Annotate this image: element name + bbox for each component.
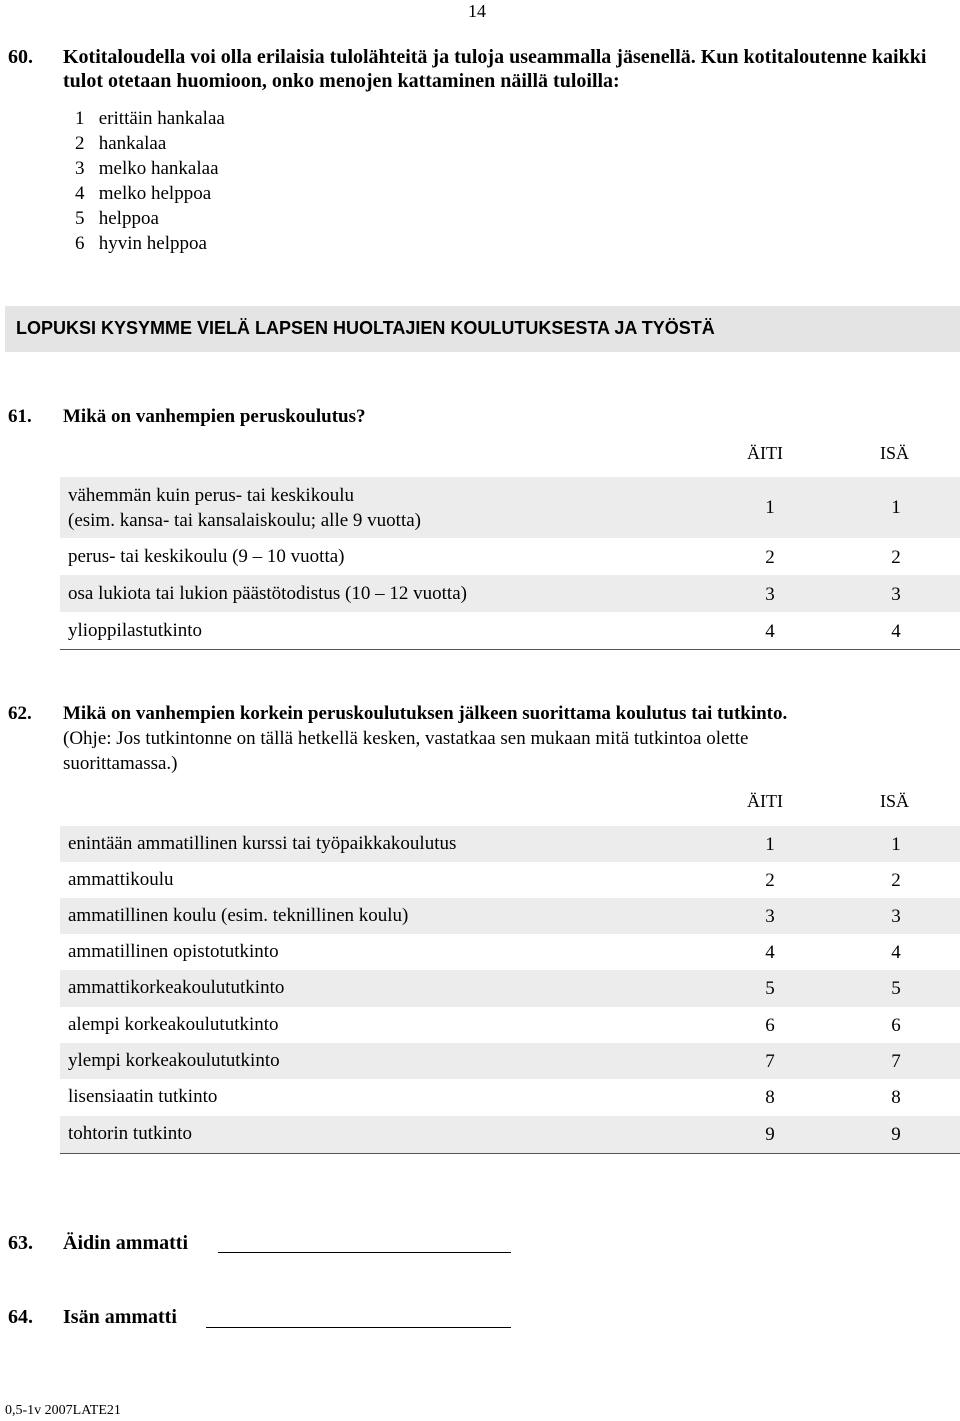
question-61-number: 61.: [8, 406, 32, 427]
section-title: LOPUKSI KYSYMME VIELÄ LAPSEN HUOLTAJIEN KOULUTUKSESTA JA TYÖSTÄ: [16, 318, 715, 338]
q62-header-father: ISÄ: [880, 791, 910, 811]
q61-row-1-label-line2: (esim. kansa- tai kansalaiskoulu; alle 9 vuotta): [68, 510, 421, 531]
question-62-number: 62.: [8, 703, 32, 724]
q61-row-4-mother-code[interactable]: 4: [765, 621, 775, 642]
q62-row-7: [60, 1043, 960, 1079]
q62-row-8-label: lisensiaatin tutkinto: [68, 1086, 218, 1107]
q62-row-8-mother-code[interactable]: 8: [765, 1087, 775, 1108]
q61-row-2-father-code[interactable]: 2: [891, 547, 901, 568]
question-62-text: Mikä on vanhempien korkein peruskoulutuksen jälkeen suorittama koulutus tai tutkinto.: [63, 703, 788, 724]
q62-row-2-mother-code[interactable]: 2: [765, 870, 775, 891]
q60-option-2[interactable]: 2 hankalaa: [75, 133, 167, 154]
q62-row-5-mother-code[interactable]: 5: [765, 978, 775, 999]
q62-row-9: [60, 1116, 960, 1153]
q61-row-2-label: perus- tai keskikoulu (9 – 10 vuotta): [68, 546, 345, 567]
q61-row-3-father-code[interactable]: 3: [891, 584, 901, 605]
q62-row-5-label: ammattikorkeakoulututkinto: [68, 977, 285, 998]
q61-row-1-mother-code[interactable]: 1: [765, 497, 775, 518]
q62-row-6-father-code[interactable]: 6: [891, 1015, 901, 1036]
q62-row-4-father-code[interactable]: 4: [891, 942, 901, 963]
question-62-note-line2: suorittamassa.): [63, 753, 178, 774]
q62-row-1: [60, 826, 960, 862]
q62-row-3-label: ammatillinen koulu (esim. teknillinen koulu): [68, 905, 409, 926]
q61-table-bottom-rule: [60, 649, 960, 650]
q61-row-1: [60, 477, 960, 538]
q62-row-1-mother-code[interactable]: 1: [765, 834, 775, 855]
question-64-number: 64.: [8, 1306, 33, 1328]
q62-row-4-mother-code[interactable]: 4: [765, 942, 775, 963]
q60-option-5[interactable]: 5 helppoa: [75, 208, 159, 229]
q61-row-3: [60, 575, 960, 612]
father-occupation-answer-line[interactable]: [206, 1327, 511, 1328]
q62-row-5-father-code[interactable]: 5: [891, 978, 901, 999]
q62-row-9-label: tohtorin tutkinto: [68, 1123, 193, 1144]
q60-option-1[interactable]: 1 erittäin hankalaa: [75, 108, 225, 129]
q62-row-3-father-code[interactable]: 3: [891, 906, 901, 927]
q62-row-6-mother-code[interactable]: 6: [765, 1015, 775, 1036]
q61-row-3-mother-code[interactable]: 3: [765, 584, 775, 605]
footer-code: 0,5-1v 2007LATE21: [5, 1403, 121, 1418]
q60-option-4[interactable]: 4 melko helppoa: [75, 183, 212, 204]
q61-header-father: ISÄ: [880, 443, 910, 463]
q62-row-2: [60, 862, 960, 898]
mother-occupation-answer-line[interactable]: [218, 1252, 511, 1253]
q61-row-1-father-code[interactable]: 1: [891, 497, 901, 518]
question-60-text: Kotitaloudella voi olla erilaisia tulolähteitä ja tuloja useammalla jäsenellä. Kun kotitaloutenne kaikki tulot otetaan huomioon, onko menojen kattaminen näillä tuloilla:: [63, 46, 927, 92]
q62-row-8-father-code[interactable]: 8: [891, 1087, 901, 1108]
q61-row-4-father-code[interactable]: 4: [891, 621, 901, 642]
page-number: 14: [468, 1, 486, 21]
question-60-number: 60.: [8, 46, 33, 68]
q62-row-2-father-code[interactable]: 2: [891, 870, 901, 891]
q62-row-2-label: ammattikoulu: [68, 869, 174, 890]
q62-row-7-father-code[interactable]: 7: [891, 1051, 901, 1072]
q62-row-7-mother-code[interactable]: 7: [765, 1051, 775, 1072]
q62-row-4-label: ammatillinen opistotutkinto: [68, 941, 279, 962]
q61-row-1-label-line1: vähemmän kuin perus- tai keskikoulu: [68, 485, 354, 506]
q62-row-6: [60, 1007, 960, 1043]
question-63-text: Äidin ammatti: [63, 1232, 188, 1254]
q62-row-7-label: ylempi korkeakoulututkinto: [68, 1050, 280, 1071]
q62-row-4: [60, 934, 960, 970]
q62-row-8: [60, 1079, 960, 1116]
q60-option-6[interactable]: 6 hyvin helppoa: [75, 233, 207, 254]
q62-row-3: [60, 898, 960, 934]
q62-row-9-mother-code[interactable]: 9: [765, 1124, 775, 1145]
q61-row-2-mother-code[interactable]: 2: [765, 547, 775, 568]
q62-row-9-father-code[interactable]: 9: [891, 1124, 901, 1145]
q61-row-2: [60, 538, 960, 575]
question-64-text: Isän ammatti: [63, 1306, 177, 1328]
q61-row-4: [60, 612, 960, 649]
q61-row-4-label: ylioppilastutkinto: [68, 620, 203, 641]
q62-row-5: [60, 970, 960, 1007]
q60-option-3[interactable]: 3 melko hankalaa: [75, 158, 219, 179]
q62-row-1-father-code[interactable]: 1: [891, 834, 901, 855]
q62-header-mother: ÄITI: [747, 791, 783, 811]
question-61-text: Mikä on vanhempien peruskoulutus?: [63, 406, 366, 427]
q62-row-1-label: enintään ammatillinen kurssi tai työpaikkakoulutus: [68, 833, 457, 854]
q62-table-bottom-rule: [60, 1153, 960, 1154]
question-63-number: 63.: [8, 1232, 33, 1254]
q62-row-3-mother-code[interactable]: 3: [765, 906, 775, 927]
q61-header-mother: ÄITI: [747, 443, 783, 463]
question-62-note-line1: (Ohje: Jos tutkintonne on tällä hetkellä kesken, vastatkaa sen mukaan mitä tutkintoa olette: [63, 728, 749, 749]
q61-row-3-label: osa lukiota tai lukion päästötodistus (10 – 12 vuotta): [68, 583, 467, 604]
q62-row-6-label: alempi korkeakoulututkinto: [68, 1014, 279, 1035]
